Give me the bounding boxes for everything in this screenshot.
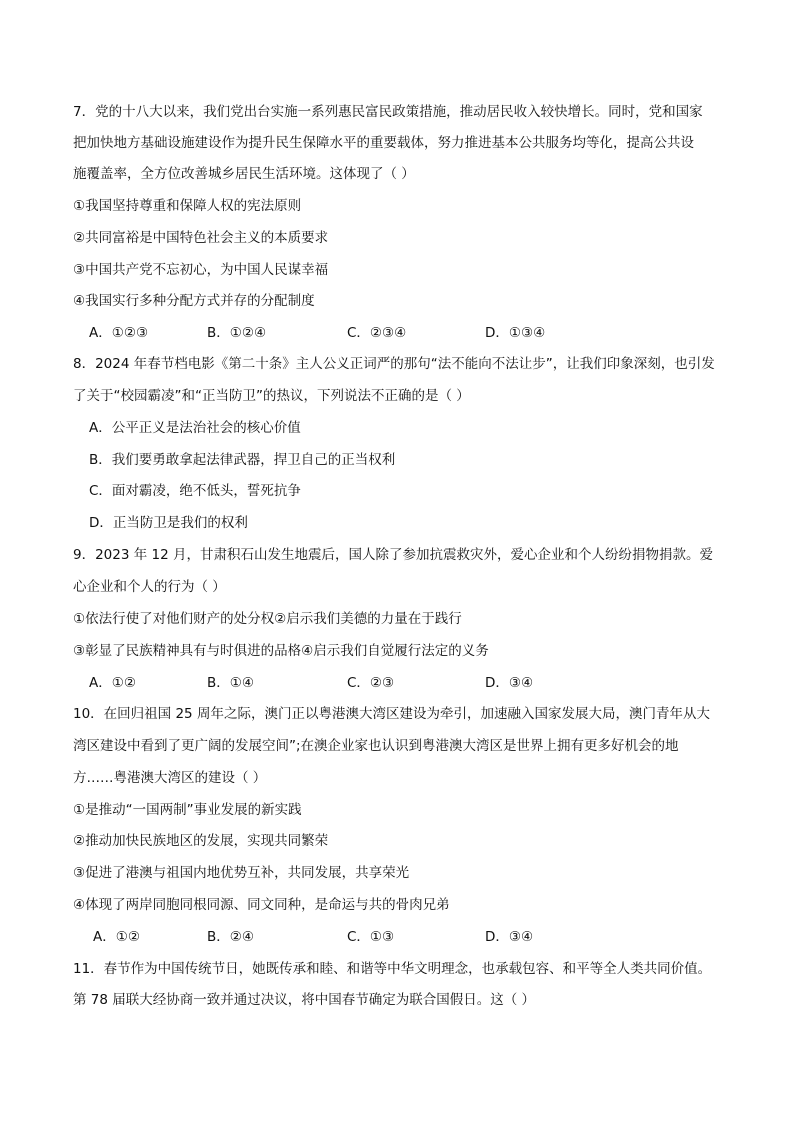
q10-option-c[interactable]: C．①③ xyxy=(347,929,395,945)
q7-statement-3: ③中国共产党不忘初心，为中国人民谋幸福 xyxy=(73,262,329,278)
q10-stem-line-1: 10．在回归祖国 25 周年之际，澳门正以粤港澳大湾区建设为牵引，加速融入国家发展大局，澳门青年从大 xyxy=(73,706,710,722)
q8-option-c[interactable]: C．面对霸凌，绝不低头，誓死抗争 xyxy=(89,483,301,499)
q7-option-c[interactable]: C．②③④ xyxy=(347,325,407,341)
q9-stem-line-2: 心企业和个人的行为（ ） xyxy=(73,579,226,595)
q11-stem-line-1: 11．春节作为中国传统节日，她既传承和睦、和谐等中华文明理念，也承载包容、和平等全人类共同价值。 xyxy=(73,961,712,977)
q9-option-b[interactable]: B．①④ xyxy=(207,675,254,691)
q7-statement-1: ①我国坚持尊重和保障人权的宪法原则 xyxy=(73,198,302,214)
q10-stem-line-2: 湾区建设中看到了更广阔的发展空间”;在澳企业家也认识到粤港澳大湾区是世界上拥有更多好机会的地 xyxy=(73,738,679,754)
q8-stem-line-2: 了关于“校园霸凌”和“正当防卫”的热议，下列说法不正确的是（ ） xyxy=(73,388,470,404)
q7-stem-line-1: 7．党的十八大以来，我们党出台实施一系列惠民富民政策措施，推动居民收入较快增长。同时，党和国家 xyxy=(73,104,703,120)
q10-statement-4: ④体现了两岸同胞同根同源、同文同种，是命运与共的骨肉兄弟 xyxy=(73,897,450,913)
q10-statement-1: ①是推动“一国两制”事业发展的新实践 xyxy=(73,802,302,818)
q8-option-d[interactable]: D．正当防卫是我们的权利 xyxy=(89,515,248,531)
q7-stem-line-3: 施覆盖率，全方位改善城乡居民生活环境。这体现了（ ） xyxy=(73,166,415,182)
q10-option-b[interactable]: B．②④ xyxy=(207,929,254,945)
q7-option-d[interactable]: D．①③④ xyxy=(485,325,546,341)
q7-statement-4: ④我国实行多种分配方式并存的分配制度 xyxy=(73,293,315,309)
q9-statement-2: ③彰显了民族精神具有与时俱进的品格④启示我们自觉履行法定的义务 xyxy=(73,643,489,659)
q7-stem-line-2: 把加快地方基础设施建设作为提升民生保障水平的重要载体，努力推进基本公共服务均等化，提高公共设 xyxy=(73,135,694,151)
q9-statement-1: ①依法行使了对他们财产的处分权②启示我们美德的力量在于践行 xyxy=(73,611,462,627)
q9-stem-line-1: 9．2023 年 12 月，甘肃积石山发生地震后，国人除了参加抗震救灾外，爱心企业和个人纷纷捐物捐款。爱 xyxy=(73,547,713,563)
q7-option-b[interactable]: B．①②④ xyxy=(207,325,267,341)
q10-option-d[interactable]: D．③④ xyxy=(485,929,534,945)
q7-statement-2: ②共同富裕是中国特色社会主义的本质要求 xyxy=(73,230,329,246)
q8-option-a[interactable]: A．公平正义是法治社会的核心价值 xyxy=(89,420,301,436)
q9-option-a[interactable]: A．①② xyxy=(89,675,136,691)
q8-stem-line-1: 8．2024 年春节档电影《第二十条》主人公义正词严的那句“法不能向不法让步”，让我们印象深刻，也引发 xyxy=(73,356,715,372)
q11-stem-line-2: 第 78 届联大经协商一致并通过决议，将中国春节确定为联合国假日。这（ ） xyxy=(73,992,536,1008)
q9-option-d[interactable]: D．③④ xyxy=(485,675,534,691)
q9-option-c[interactable]: C．②③ xyxy=(347,675,395,691)
q10-option-a[interactable]: A．①② xyxy=(93,929,140,945)
q7-option-a[interactable]: A．①②③ xyxy=(89,325,149,341)
q8-option-b[interactable]: B．我们要勇敢拿起法律武器，捍卫自己的正当权利 xyxy=(89,452,396,468)
q10-statement-3: ③促进了港澳与祖国内地优势互补，共同发展，共享荣光 xyxy=(73,865,410,881)
q10-stem-line-3: 方……粤港澳大湾区的建设（ ） xyxy=(73,770,267,786)
q10-statement-2: ②推动加快民族地区的发展，实现共同繁荣 xyxy=(73,833,329,849)
